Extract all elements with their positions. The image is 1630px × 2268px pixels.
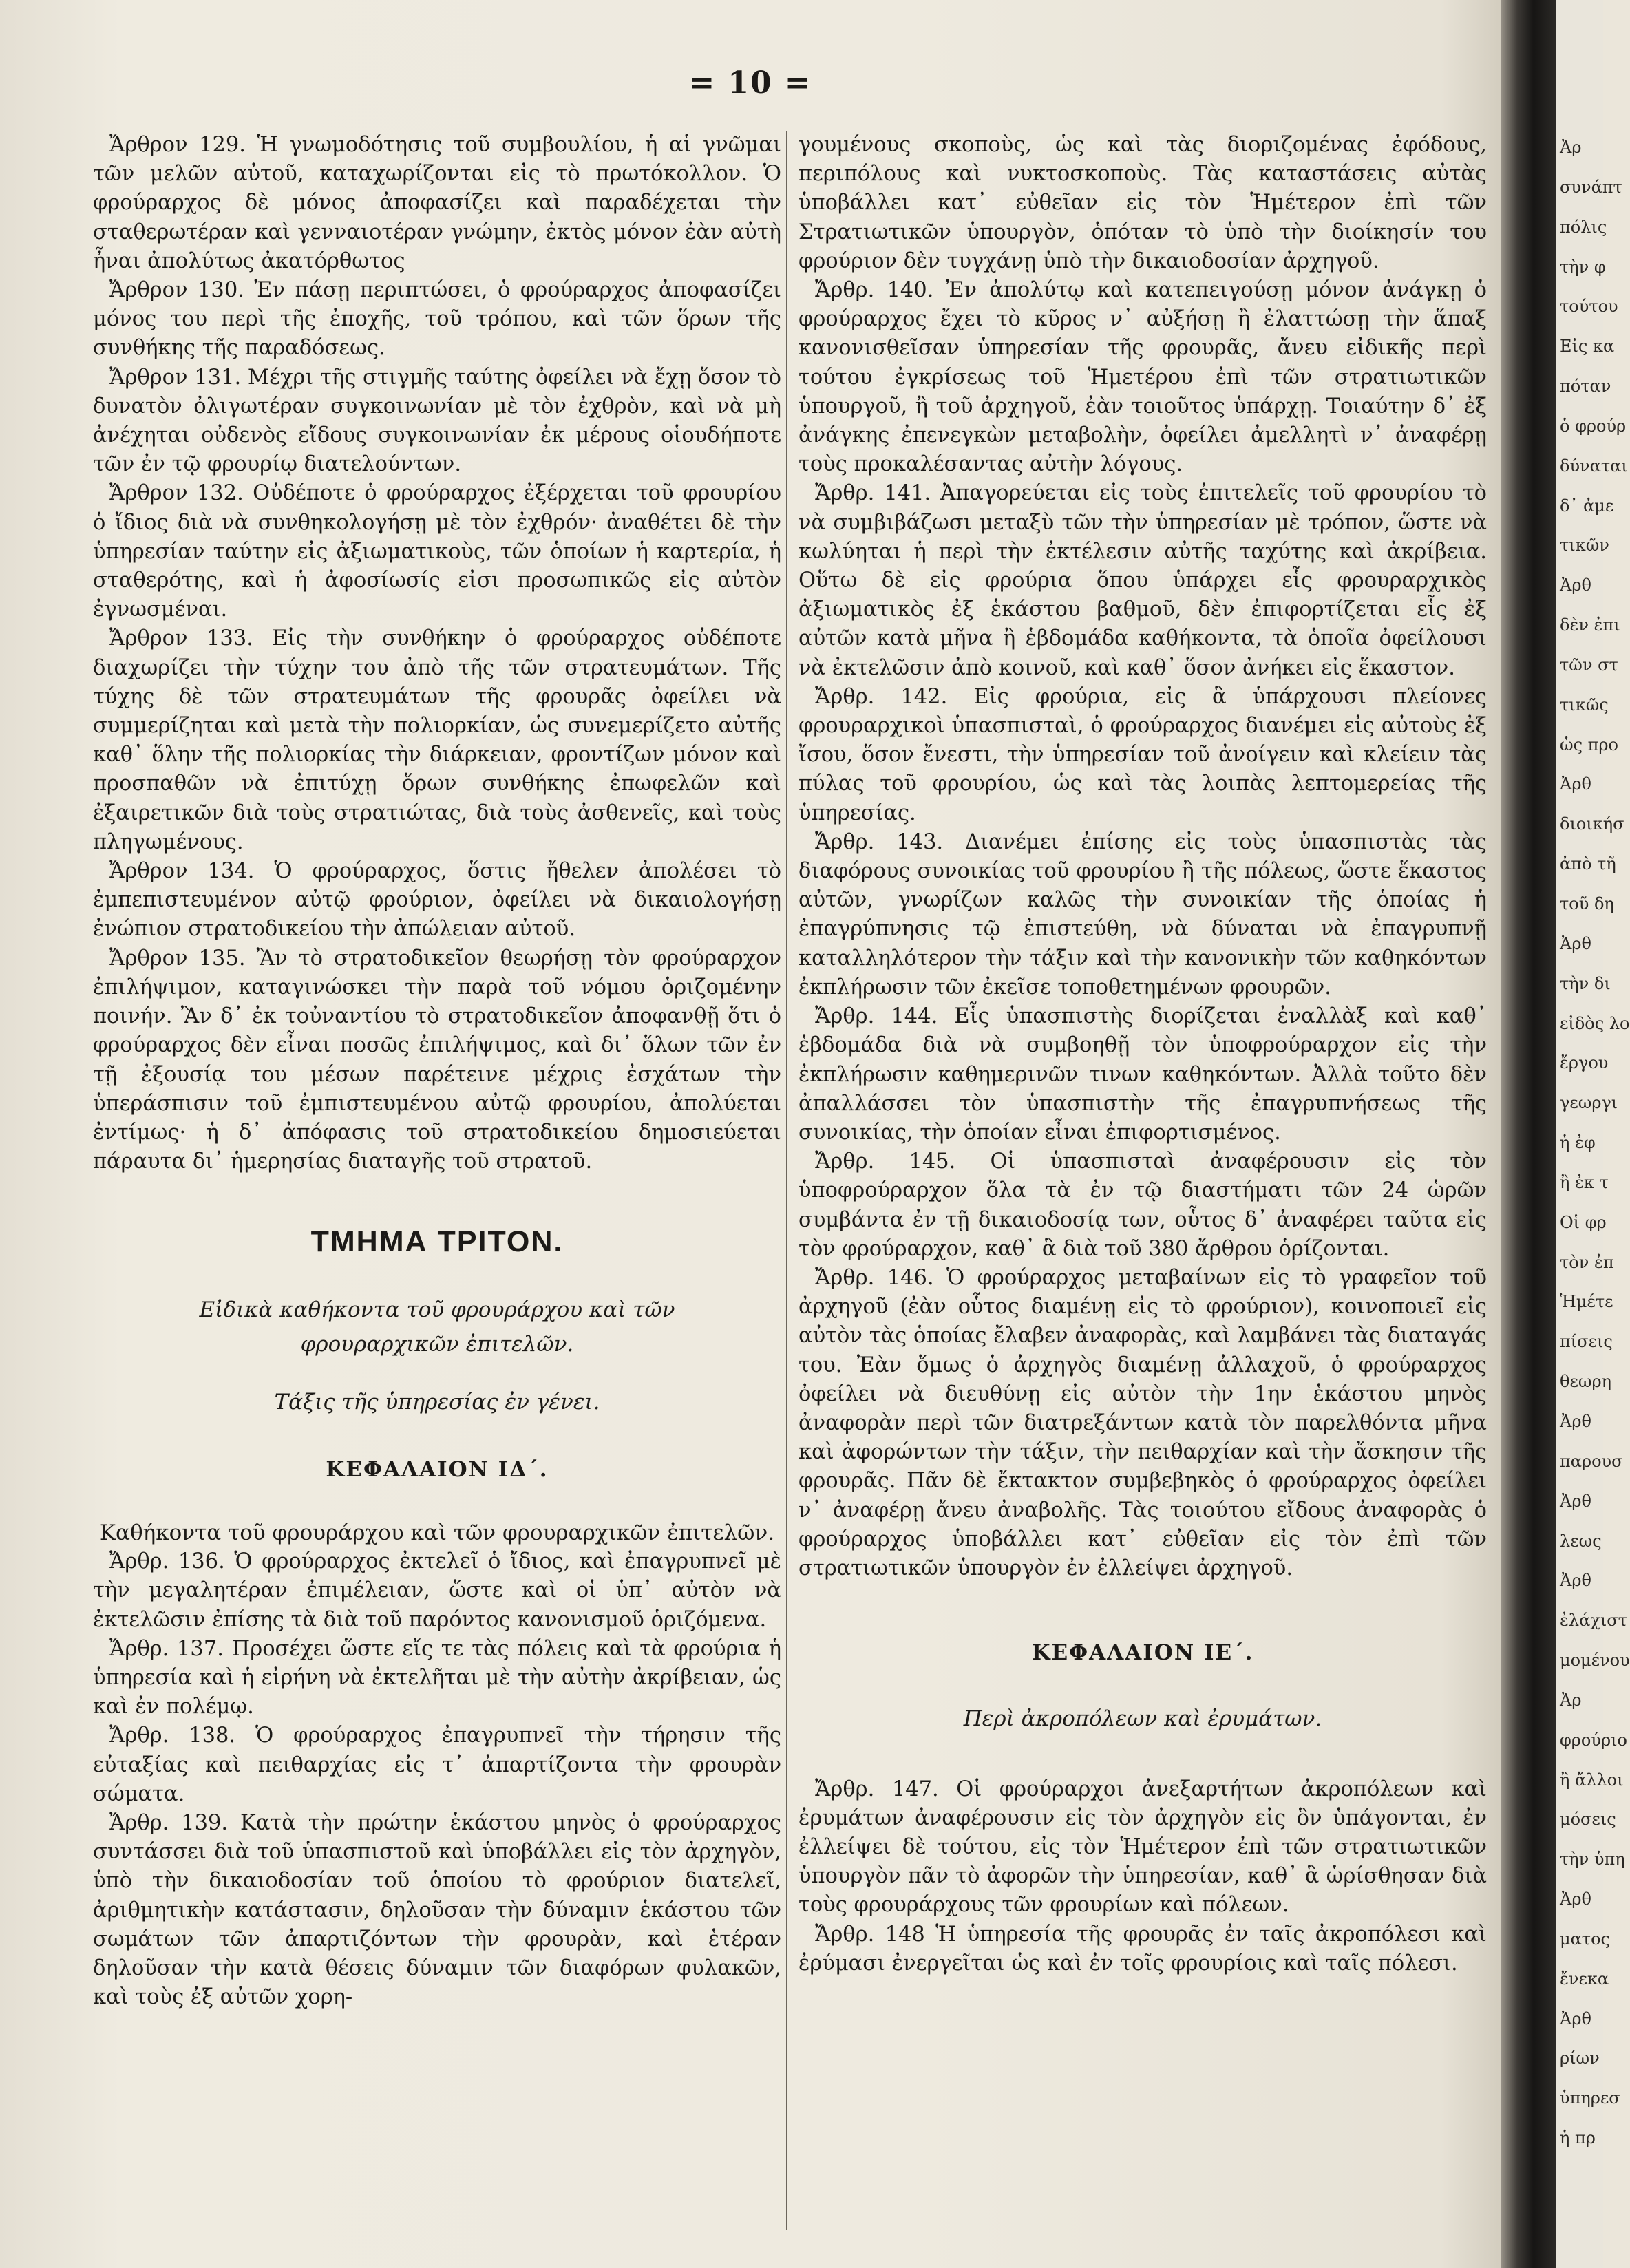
section-subtitle: Εἰδικὰ καθήκοντα τοῦ φρουράρχου καὶ τῶν φρουραρχικῶν ἐπιτελῶν.	[199, 1297, 675, 1357]
section-title: ΤΜΗΜΑ ΤΡΙΤΟΝ.	[310, 1225, 564, 1259]
adjacent-page-fragment: τὸν ἐπ	[1560, 1253, 1614, 1272]
article-143: Ἄρθρ. 143. Διανέμει ἐπίσης εἰς τοὺς ὑπασπιστὰς τὰς διαφόρους συνοικίας τοῦ φρουρίου ἢ τῆς πόλεως, ὥστε ἕκαστος αὐτῶν, γνωρίζων καλῶς τὴν συνοικίαν τῆς ὁποίας ἡ ἐπαγρύπνησις τῷ ἐπιστεύθη, νὰ δύναται νὰ ἐπαγρυπνῇ καταλληλότερον τὴν τάξιν καὶ τὴν κανονικὴν τῶν καθηκόντων ἐκπλήρωσιν τῶν ἐκεῖσε τοποθετημένων φρουρῶν.	[798, 829, 1487, 999]
adjacent-page-fragment: δύναται	[1560, 456, 1628, 476]
adjacent-page-fragment: λεως	[1560, 1532, 1602, 1551]
book-binding-gutter	[1501, 0, 1556, 2268]
adjacent-page-fragment: ἡ ἐφ	[1560, 1133, 1596, 1152]
right-column	[798, 131, 1487, 1978]
adjacent-page-edge	[1556, 0, 1630, 2268]
adjacent-page-fragment: ἔργου	[1560, 1053, 1609, 1072]
article-132: Ἄρθρον 132. Οὐδέποτε ὁ φρούραρχος ἐξέρχεται τοῦ φρουρίου ὁ ἴδιος διὰ νὰ συνθηκολογήσῃ μὲ τὸν ἐχθρόν· ἀναθέτει δὲ τὴν ὑπηρεσίαν ταύτην εἰς ἀξιωματικοὺς, τῶν ὁποίων ἡ καρτερία, ἡ σταθερότης, καὶ ἡ ἀφοσίωσίς εἰσι προσωπικῶς εἰς αὐτὸν ἐγνωσμέναι.	[93, 481, 781, 622]
adjacent-page-fragment: δὲν ἐπι	[1560, 615, 1620, 635]
adjacent-page-fragment: γεωργι	[1560, 1093, 1618, 1112]
adjacent-page-fragment: τικῶς	[1560, 695, 1609, 714]
article-139: Ἄρθρ. 139. Κατὰ τὴν πρώτην ἑκάστου μηνὸς ὁ φρούραρχος συντάσσει διὰ τοῦ ὑπασπιστοῦ καὶ ὑποβάλλει εἰς τὸν ἀρχηγὸν, ὑπὸ τὴν δικαιοδοσίαν τοῦ ὁποίου τὸ φρούριον διατελεῖ, ἀριθμητικὴν κατάστασιν, δηλοῦσαν τὴν δύναμιν ἑκάστου τῶν σωμάτων τῶν ἀπαρτιζόντων τὴν φρουρὰν, καὶ ἑτέραν δηλοῦσαν τὴν κατὰ θέσεις δύναμιν τῶν διαφόρων φυλακῶν, καὶ τοὺς ἐξ αὐτῶν χορη-	[93, 1810, 781, 2010]
adjacent-page-fragment: ἢ ἄλλοι	[1560, 1770, 1624, 1790]
left-column	[93, 131, 781, 2012]
adjacent-page-fragment: τοῦ δη	[1560, 894, 1614, 913]
adjacent-page-fragment: τούτου	[1560, 297, 1618, 316]
article-133: Ἄρθρον 133. Εἰς τὴν συνθήκην ὁ φρούραρχος οὐδέποτε διαχωρίζει τὴν τύχην του ἀπὸ τῆς τῶν στρατευμάτων. Τῆς τύχης δὲ τῶν στρατευμάτων τῆς φρουρᾶς ὀφείλει νὰ συμμερίζηται καὶ μετὰ τὴν πολιορκίαν, ὡς συνεμερίζετο αὐτῆς καθ᾽ ὅλην τῆς πολιορκίας τὴν διάρκειαν, φροντίζων μόνον καὶ προσπαθῶν νὰ ἐπιτύχῃ ὅρων συνθήκης ἐπωφελῶν καὶ ἐξαιρετικῶν διὰ τοὺς στρατιώτας, διὰ τοὺς ἀσθενεῖς, καὶ τοὺς πληγωμένους.	[93, 626, 781, 854]
adjacent-page-fragment: Ἀρθ	[1560, 1571, 1591, 1590]
article-140: Ἄρθρ. 140. Ἐν ἀπολύτῳ καὶ κατεπειγούσῃ μόνον ἀνάγκῃ ὁ φρούραρχος ἔχει τὸ κῦρος ν᾽ αὐξήσῃ ἢ ἐλαττώσῃ τὴν ἅπαξ κανονισθεῖσαν ὑπηρεσίαν τῆς φρουρᾶς, ἄνευ εἰδικῆς περὶ τούτου ἐγκρίσεως τοῦ Ἡμετέρου ἐπὶ τῶν στρατιωτικῶν ὑπουργοῦ, ἢ τοῦ ἀρχηγοῦ, ἐὰν τοιοῦτος ὑπάρχῃ. Τοιαύτην δ᾽ ἐξ ἀνάγκης ἐπενεγκὼν μεταβολὴν, ὀφείλει ἀμελλητὶ ν᾽ ἀναφέρῃ τοὺς προκαλέσαντας αὐτὴν λόγους.	[798, 278, 1487, 477]
adjacent-page-fragment: ὑπηρεσ	[1560, 2088, 1620, 2108]
adjacent-page-fragment: Ἀρθ	[1560, 2009, 1591, 2028]
article-129: Ἄρθρον 129. Ἡ γνωμοδότησις τοῦ συμβουλίου, ἡ αἱ γνῶμαι τῶν μελῶν αὐτοῦ, καταχωρίζονται εἰς τὸ πρωτόκολλον. Ὁ φρούραρχος δὲ μόνος ἀποφασίζει καὶ παραδέχεται τὴν σταθερωτέραν καὶ γενναιοτέραν γνώμην, ἐκτὸς μόνον ἐὰν αὐτὴ ἦναι ἀπολύτως ἀκατόρθωτος	[93, 133, 781, 273]
adjacent-page-fragment: πόταν	[1560, 377, 1611, 396]
article-146: Ἄρθρ. 146. Ὁ φρούραρχος μεταβαίνων εἰς τὸ γραφεῖον τοῦ ἀρχηγοῦ (ἐὰν οὗτος διαμένῃ εἰς τὸ φρούριον), κοινοποιεῖ εἰς αὐτὸν τὰς ὁποίας ἔλαβεν ἀναφορὰς, καὶ λαμβάνει τὰς διαταγάς του. Ἐὰν ὅμως ὁ ἀρχηγὸς διαμένῃ ἀλλαχοῦ, ὁ φρούραρχος ὀφείλει νὰ διευθύνῃ εἰς αὐτὸν τὴν 1ην ἑκάστου μηνὸς ἀναφορὰν περὶ τῶν διατρεξάντων κατὰ τὸν παρελθόντα μῆνα καὶ ἀφορώντων τὴν τάξιν, τὴν πειθαρχίαν καὶ τὴν ἄσκησιν τῆς φρουρᾶς. Πᾶν δὲ ἔκτακτον συμβεβηκὸς ὁ φρούραρχος ὀφείλει ν᾽ ἀναφέρῃ ἄνευ ἀναβολῆς. Τὰς τοιούτου εἴδους ἀναφορὰς ὁ φρούραρχος ὑποβάλλει κατ᾽ εὐθεῖαν εἰς τὸν ἐπὶ τῶν στρατιωτικῶν ὑπουργὸν ἐν ἐλλείψει ἀρχηγοῦ.	[798, 1265, 1487, 1580]
adjacent-page-fragment: ὁ φρούρ	[1560, 416, 1627, 436]
adjacent-page-fragment: μομένου	[1560, 1651, 1630, 1670]
adjacent-page-fragment: πίσεις	[1560, 1332, 1613, 1351]
adjacent-page-fragment: Ἡμέτε	[1560, 1292, 1613, 1311]
adjacent-page-fragment: φρούριο	[1560, 1730, 1627, 1750]
adjacent-page-fragment: τὴν ὑπη	[1560, 1850, 1625, 1869]
article-147: Ἄρθρ. 147. Οἱ φρούραρχοι ἀνεξαρτήτων ἀκροπόλεων καὶ ἐρυμάτων ἀναφέρουσιν εἰς τὸν ἀρχηγὸν εἰς ὃν ὑπάγονται, ἐν ἐλλείψει δὲ τούτου, εἰς τὸν Ἡμέτερον ἐπὶ τῶν στρατιωτικῶν ὑπουργὸν πᾶν τὸ ἀφορῶν τὴν ὑπηρεσίαν, καθ᾽ ἃ ὡρίσθησαν διὰ τοὺς φρουράρχους τῶν φρουρίων καὶ πόλεων.	[798, 1777, 1487, 1918]
adjacent-page-fragment: ἔνεκα	[1560, 1969, 1609, 1989]
article-145: Ἄρθρ. 145. Οἱ ὑπασπισταὶ ἀναφέρουσιν εἰς τὸν ὑποφρούραρχον ὅλα τὰ ἐν τῷ διαστήματι τῶν 24 ὡρῶν συμβάντα ἐν τῇ δικαιοδοσίᾳ των, οὗτος δ᾽ ἀναφέρει ταῦτα εἰς τὸν φρούραρχον, καθ᾽ ἃ διὰ τοῦ 380 ἄρθρου ὁρίζονται.	[798, 1149, 1487, 1261]
adjacent-page-fragment: Ἀρ	[1560, 138, 1582, 157]
adjacent-page-fragment: δ᾽ ἀμε	[1560, 496, 1614, 516]
article-131: Ἄρθρον 131. Μέχρι τῆς στιγμῆς ταύτης ὀφείλει νὰ ἔχῃ ὅσον τὸ δυνατὸν ὀλιγωτέραν συγκοινωνίαν μὲ τὸν ἐχθρὸν, καὶ νὰ μὴ ἀνέχηται οὐδενὸς εἴδους συγκοινωνίαν ἐκ μέρους οἱουδήποτε τῶν ἐν τῷ φρουρίῳ διατελούντων.	[93, 365, 781, 477]
adjacent-page-fragment: ἡ πρ	[1560, 2128, 1596, 2148]
adjacent-page-fragment: παρουσ	[1560, 1452, 1623, 1471]
article-130: Ἄρθρον 130. Ἐν πάσῃ περιπτώσει, ὁ φρούραρχος ἀποφασίζει μόνος του περὶ τῆς ἐποχῆς, τοῦ τρόπου, καὶ τῶν ὅρων τῆς συνθήκης τῆς παραδόσεως.	[93, 278, 781, 361]
article-139-continued: γουμένους σκοποὺς, ὡς καὶ τὰς διοριζομένας ἐφόδους, περιπόλους καὶ νυκτοσκοποὺς. Τὰς καταστάσεις αὐτὰς ὑποβάλλει κατ᾽ εὐθεῖαν εἰς τὸν Ἡμέτερον ἐπὶ τῶν Στρατιωτικῶν ὑπουργὸν, ὁπόταν τὸ ὑπὸ τὴν διοίκησίν του φρούριον δὲν τυγχάνῃ ὑπὸ τὴν δικαιοδοσίαν ἀρχηγοῦ.	[798, 133, 1487, 273]
article-142: Ἄρθρ. 142. Εἰς φρούρια, εἰς ἃ ὑπάρχουσι πλείονες φρουραρχικοὶ ὑπασπισταὶ, ὁ φρούραρχος διανέμει εἰς αὐτοὺς ἐξ ἴσου, ὅσον ἔνεστι, τὴν ὑπηρεσίαν τοῦ ἀνοίγειν καὶ κλείειν τὰς πύλας τοῦ φρουρίου, ὡς καὶ τὰς λοιπὰς λεπτομερείας τῆς ὑπηρεσίας.	[798, 684, 1487, 825]
article-148: Ἄρθρ. 148 Ἡ ὑπηρεσία τῆς φρουρᾶς ἐν ταῖς ἀκροπόλεσι καὶ ἐρύμασι ἐνεργεῖται ὡς καὶ ἐν τοῖς φρουρίοις καὶ ταῖς πόλεσι.	[798, 1922, 1487, 1975]
article-144: Ἄρθρ. 144. Εἷς ὑπασπιστὴς διορίζεται ἐναλλὰξ καὶ καθ᾽ ἑβδομάδα διὰ νὰ συμβοηθῇ τὸν ὑποφρούραρχον εἰς τὴν ἐκπλήρωσιν καθημερινῶν τινων καθηκόντων. Ἀλλὰ τοῦτο δὲν ἀπαλλάσσει τὸν ὑπασπιστὴν τῆς ἐπαγρυπνήσεως τῆς συνοικίας, τὴν ὁποίαν εἶναι ἐπιφορτισμένος.	[798, 1004, 1487, 1145]
article-136: Ἄρθρ. 136. Ὁ φρούραρχος ἐκτελεῖ ὁ ἴδιος, καὶ ἐπαγρυπνεῖ μὲ τὴν μεγαλητέραν ἐπιμέλειαν, ὥστε καὶ οἱ ὑπ᾽ αὐτὸν νὰ ἐκτελῶσιν ἐπίσης τὰ διὰ τοῦ παρόντος κανονισμοῦ ὁριζόμενα.	[93, 1549, 781, 1632]
article-137: Ἄρθρ. 137. Προσέχει ὥστε εἴς τε τὰς πόλεις καὶ τὰ φρούρια ἡ ὑπηρεσία καὶ ἡ εἰρήνη νὰ ἐκτελῆται μὲ τὴν αὐτὴν ἀκρίβειαν, ὡς καὶ ἐν πολέμῳ.	[93, 1636, 781, 1719]
adjacent-page-fragment: ὡς προ	[1560, 735, 1618, 754]
adjacent-page-fragment: Ἀρθ	[1560, 1889, 1591, 1909]
chapter-title-2: ΚΕΦΑΛΑΙΟΝ ΙΕ΄.	[1031, 1640, 1254, 1666]
adjacent-page-fragment: Ἀρθ	[1560, 1492, 1591, 1511]
adjacent-page-fragment: διοικήσ	[1560, 814, 1624, 834]
adjacent-page-fragment: εἰδὸς λο	[1560, 1014, 1630, 1033]
adjacent-page-fragment: ἐλάχιστ	[1560, 1611, 1627, 1630]
column-divider	[786, 131, 787, 2230]
adjacent-page-fragment: Ἀρθ	[1560, 575, 1591, 595]
article-135: Ἄρθρον 135. Ἂν τὸ στρατοδικεῖον θεωρήσῃ τὸν φρούραρχον ἐπιλήψιμον, καταγινώσκει τὴν παρὰ τοῦ νόμου ὁριζομένην ποινήν. Ἂν δ᾽ ἐκ τοὐναντίου τὸ στρατοδικεῖον ἀποφανθῇ ὅτι ὁ φρούραρχος δὲν εἶναι ποσῶς ἐπιλήψιμος, καὶ δι᾽ ὅλων τῶν ἐν τῇ ἐξουσίᾳ του μέσων παρέτεινε μέχρις ἐσχάτων τὴν ὑπεράσπισιν τοῦ ἐμπιστευμένου αὐτῷ φρουρίου, ἀπολύεται ἐντίμως· ἡ δ᾽ ἀπόφασις τοῦ στρατοδικείου δημοσιεύεται πάραυτα δι᾽ ἡμερησίας διαταγῆς τοῦ στρατοῦ.	[93, 946, 781, 1174]
adjacent-page-fragment: πόλις	[1560, 218, 1607, 237]
article-138: Ἄρθρ. 138. Ὁ φρούραρχος ἐπαγρυπνεῖ τὴν τήρησιν τῆς εὐταξίας καὶ πειθαρχίας εἰς τ᾽ ἀπαρτίζοντα τὴν φρουρὰν σώματα.	[93, 1724, 781, 1806]
adjacent-page-fragment: Ἀρθ	[1560, 774, 1591, 794]
adjacent-page-fragment: τικῶν	[1560, 536, 1609, 555]
adjacent-page-fragment: τῶν στ	[1560, 655, 1618, 675]
adjacent-page-fragment: Ἀρθ	[1560, 934, 1591, 953]
adjacent-page-fragment: μόσεις	[1560, 1810, 1616, 1829]
chapter-subtitle-2: Περὶ ἀκροπόλεων καὶ ἐρυμάτων.	[963, 1706, 1322, 1732]
chapter-title: ΚΕΦΑΛΑΙΟΝ ΙΔ΄.	[326, 1456, 549, 1482]
article-141: Ἄρθρ. 141. Ἀπαγορεύεται εἰς τοὺς ἐπιτελεῖς τοῦ φρουρίου τὸ νὰ συμβιβάζωσι μεταξὺ τῶν τὴν ὑπηρεσίαν μὲ τρόπον, ὥστε νὰ κωλύηται ἡ περὶ τὴν ἐκτέλεσιν αὐτῆς ταχύτης καὶ ἀκρίβεια. Οὕτω δὲ εἰς φρούρια ὅπου ὑπάρχει εἷς φρουραρχικὸς ἀξιωματικὸς ἐξ ἑκάστου βαθμοῦ, δὲν ἐπιφορτίζεται εἷς ἐξ αὐτῶν κατὰ μῆνα ἢ ἑβδομάδα καθήκοντα, τὰ ὁποῖα ὀφείλουσι νὰ ἐκτελῶσιν ἀπὸ κοινοῦ, καὶ καθ᾽ ὅσον ἀνήκει εἰς ἕκαστον.	[798, 481, 1487, 680]
adjacent-page-fragment: θεωρη	[1560, 1372, 1611, 1391]
adjacent-page-fragment: Ἀρ	[1560, 1691, 1582, 1710]
page-number: = 10 =	[689, 65, 812, 100]
adjacent-page-fragment: τὴν φ	[1560, 257, 1606, 277]
adjacent-page-fragment: Οἱ φρ	[1560, 1213, 1607, 1232]
adjacent-page-fragment: ρίων	[1560, 2048, 1600, 2068]
chapter-subtitle: Καθήκοντα τοῦ φρουράρχου καὶ τῶν φρουραρχικῶν ἐπιτελῶν.	[99, 1520, 775, 1545]
adjacent-page-fragment: ματος	[1560, 1929, 1610, 1949]
adjacent-page-fragment: ἀπὸ τῆ	[1560, 854, 1616, 873]
adjacent-page-fragment: Ἀρθ	[1560, 1412, 1591, 1431]
adjacent-page-fragment: τὴν δι	[1560, 974, 1611, 993]
adjacent-page-fragment: ἢ ἐκ τ	[1560, 1173, 1609, 1192]
section-subtitle-2: Τάξις τῆς ὑπηρεσίας ἐν γένει.	[274, 1389, 600, 1414]
adjacent-page-fragment: συνάπτ	[1560, 178, 1622, 197]
adjacent-page-fragment: Εἰς κα	[1560, 337, 1615, 356]
article-134: Ἄρθρον 134. Ὁ φρούραρχος, ὅστις ἤθελεν ἀπολέσει τὸ ἐμπεπιστευμένον αὐτῷ φρούριον, ὀφείλει νὰ δικαιολογήσῃ ἐνώπιον στρατοδικείου τὴν ἀπώλειαν αὐτοῦ.	[93, 859, 781, 942]
